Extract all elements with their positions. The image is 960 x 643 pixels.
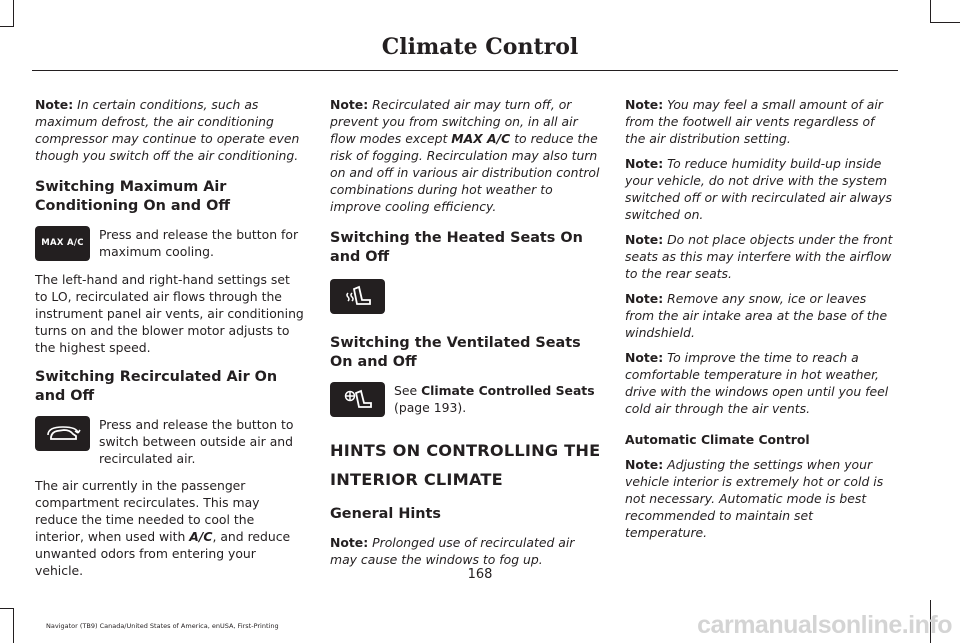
crop-mark xyxy=(13,0,14,26)
note-text: Remove any snow, ice or leaves from the air intake area at the base of the windshield. xyxy=(625,291,888,340)
text-run: , and reduce unwanted odors from entering your vehicle. xyxy=(35,529,291,578)
note-hot-weather xyxy=(625,349,897,417)
ventilated-seat-text xyxy=(394,382,602,416)
source-line: Navigator (TB9) Canada/United States of America, enUSA, First-Printing xyxy=(46,622,279,630)
note-label: Note: xyxy=(625,291,664,306)
note-label: Note: xyxy=(625,232,664,247)
text-run: The air currently in the passenger compartment recirculates. This may reduce the time needed to cool the interior, when used with xyxy=(35,478,260,544)
note-objects xyxy=(625,231,897,282)
recirculation-paragraph xyxy=(35,477,305,579)
note-recirculation xyxy=(330,96,602,215)
note-text: Do not place objects under the front seats as this may interfere with the airflow to the rear seats. xyxy=(625,232,893,281)
settings-paragraph: The left-hand and right-hand settings set to LO, recirculated air flows through the instrument panel air vents, air conditioning turns on and the blower motor adjusts to the highest speed. xyxy=(35,272,304,355)
section-heading-line-1: HINTS ON CONTROLLING THE xyxy=(330,441,601,460)
note-automatic xyxy=(625,456,897,541)
note-snow xyxy=(625,290,897,341)
note-label: Note: xyxy=(625,156,664,171)
note-fog xyxy=(330,534,602,568)
heading-ventilated-seats: Switching the Ventilated Seats On and Off xyxy=(330,335,581,370)
section-heading xyxy=(330,439,602,491)
note-text: to reduce the risk of fogging. Recirculation may also turn on and off in various air distribution control combinations during hot weather to improve cooling efficiency. xyxy=(330,131,600,214)
column-1 xyxy=(35,96,305,587)
climate-controlled-seats-link[interactable]: Climate Controlled Seats xyxy=(421,383,595,398)
max-ac-icon-label: MAX A/C xyxy=(41,238,84,248)
ac-term: A/C xyxy=(189,529,213,544)
recirc-text: Press and release the button to switch between outside air and recirculated air. xyxy=(99,417,294,466)
page-title: Climate Control xyxy=(381,34,579,60)
note-text: Recirculated air may turn off, or prevent you from switching on, in all air flow modes except xyxy=(330,97,578,146)
watermark: carmanualsonline.info xyxy=(697,611,952,639)
note-footwell xyxy=(625,96,897,147)
heading-automatic-climate: Automatic Climate Control xyxy=(625,432,810,447)
note-humidity xyxy=(625,155,897,223)
heated-seat-instruction xyxy=(330,279,602,314)
ventilated-seat-instruction xyxy=(330,382,602,417)
note-text: In certain conditions, such as maximum defrost, the air conditioning compressor may continue to operate even though you switch off the air conditioning. xyxy=(35,97,300,163)
section-heading-line-2: INTERIOR CLIMATE xyxy=(330,470,503,489)
note-label: Note: xyxy=(625,457,664,472)
note-defrost xyxy=(35,96,305,164)
max-ac-icon xyxy=(35,226,90,261)
header-divider xyxy=(32,70,898,71)
column-2 xyxy=(330,96,602,576)
note-label: Note: xyxy=(330,535,369,550)
ventilated-seat-icon xyxy=(330,382,385,417)
crop-mark xyxy=(930,22,960,23)
heading-recirculated: Switching Recirculated Air On and Off xyxy=(35,369,278,404)
page-number: 168 xyxy=(467,567,493,582)
note-label: Note: xyxy=(625,97,664,112)
column-3 xyxy=(625,96,897,549)
heated-seat-icon xyxy=(330,279,385,314)
note-text: Adjusting the settings when your vehicle interior is extremely hot or cold is not necessary. Automatic mode is best recommended to maintain set temperature. xyxy=(625,457,884,540)
max-ac-text: Press and release the button for maximum cooling. xyxy=(99,227,299,259)
recirc-instruction xyxy=(35,416,305,467)
text-run: See xyxy=(394,383,422,398)
heading-max-ac: Switching Maximum Air Conditioning On and Off xyxy=(35,179,231,214)
max-ac-instruction xyxy=(35,226,305,261)
max-ac-term: MAX A/C xyxy=(451,131,511,146)
note-text: To reduce humidity build-up inside your vehicle, do not drive with the system switched off or with recirculated air always switched on. xyxy=(625,156,892,222)
note-label: Note: xyxy=(625,350,664,365)
note-label: Note: xyxy=(330,97,369,112)
note-text: To improve the time to reach a comfortable temperature in hot weather, drive with the windows open until you feel cold air through the air vents. xyxy=(625,350,889,416)
crop-mark xyxy=(0,608,14,609)
crop-mark xyxy=(0,26,14,27)
note-label: Note: xyxy=(35,97,74,112)
note-text: You may feel a small amount of air from the footwell air vents regardless of the air distribution setting. xyxy=(625,97,883,146)
note-text: Prolonged use of recirculated air may cause the windows to fog up. xyxy=(330,535,575,567)
page-reference: (page 193). xyxy=(394,400,467,415)
crop-mark xyxy=(930,0,931,22)
heading-heated-seats: Switching the Heated Seats On and Off xyxy=(330,230,583,265)
recirculation-icon xyxy=(35,416,90,451)
crop-mark xyxy=(13,608,14,643)
heading-general-hints: General Hints xyxy=(330,506,441,522)
